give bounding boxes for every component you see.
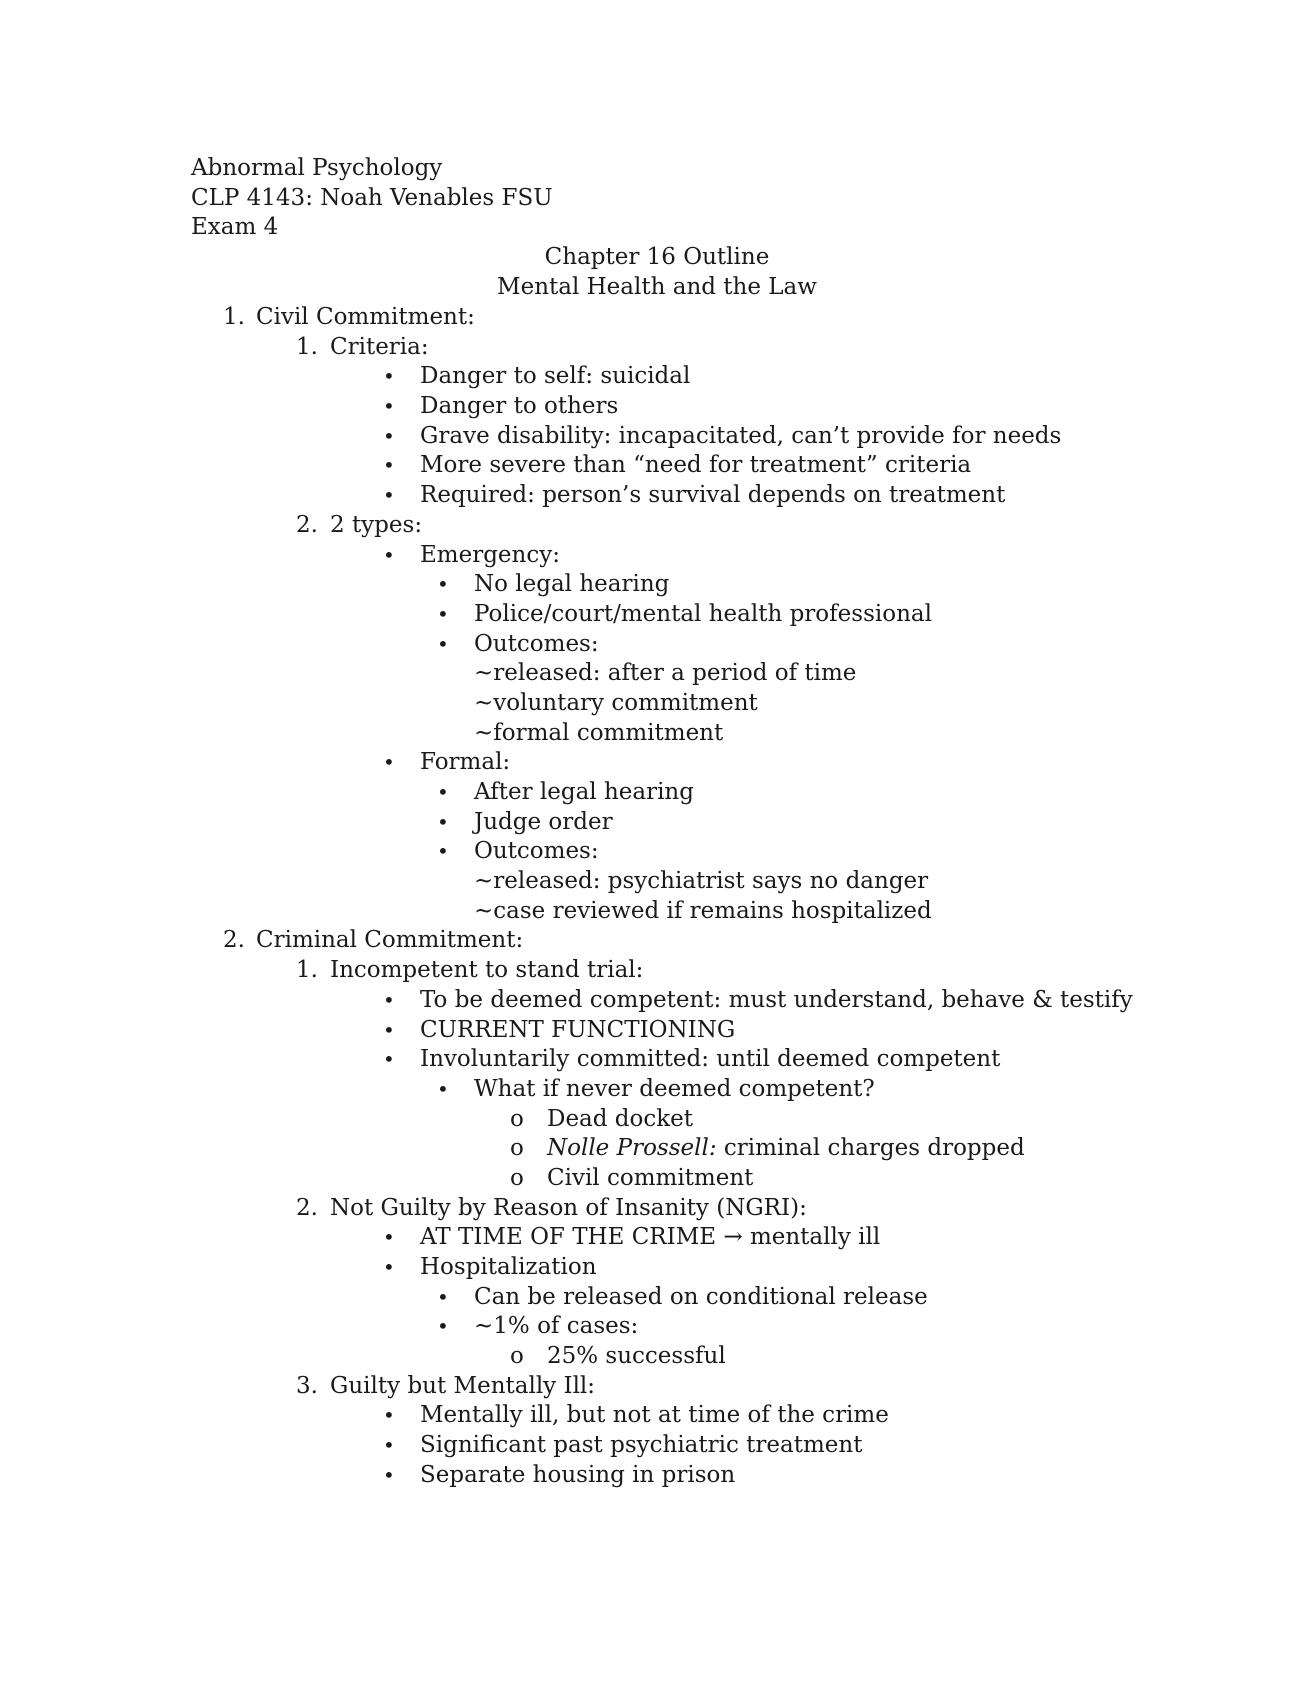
- list-item: [0, 1312, 1306, 1342]
- list-item-text: Danger to others: [420, 393, 619, 420]
- list-item-text: Required: person’s survival depends on treatment: [420, 482, 1006, 509]
- list-item-text: Separate housing in prison: [420, 1461, 736, 1488]
- list-item-text: More severe than “need for treatment” criteria: [420, 452, 972, 479]
- chapter-subject: Mental Health and the Law: [497, 273, 817, 300]
- chapter-titles: [0, 243, 1306, 302]
- subsection-number: 2.: [296, 1194, 318, 1221]
- circle-bullet-marker: o: [510, 1343, 524, 1370]
- list-item: [0, 422, 1306, 452]
- list-item: [0, 570, 1306, 600]
- list-item: [0, 481, 1306, 511]
- bullet-marker: •: [383, 542, 395, 567]
- outcome-line: [0, 659, 1306, 689]
- list-item: [0, 1045, 1306, 1075]
- bullet-marker: •: [383, 1462, 395, 1487]
- bullet-marker: •: [437, 1314, 449, 1339]
- legal-term-description: criminal charges dropped: [716, 1135, 1025, 1162]
- chapter-title: Chapter 16 Outline: [544, 244, 770, 270]
- bullet-marker: •: [383, 1047, 395, 1072]
- bullet-marker: •: [383, 1403, 395, 1428]
- course-code: CLP 4143: Noah Venables FSU: [191, 184, 553, 211]
- list-item: [0, 1253, 1306, 1283]
- list-item-text: AT TIME OF THE CRIME → mentally ill: [420, 1224, 881, 1251]
- list-item-text: Dead docket: [547, 1105, 694, 1132]
- list-item-text: What if never deemed competent?: [474, 1075, 875, 1102]
- section-label: Civil Commitment:: [256, 304, 475, 330]
- outcome-line: [0, 689, 1306, 719]
- list-item: [0, 630, 1306, 660]
- outcome-text: ~voluntary commitment: [474, 689, 758, 716]
- list-item: [0, 1164, 1306, 1194]
- bullet-marker: •: [383, 1255, 395, 1279]
- outline-subsection-criteria: [0, 333, 1306, 363]
- list-item-text: Judge order: [474, 808, 613, 835]
- list-item-text: After legal hearing: [474, 779, 694, 805]
- list-item-formal: [0, 748, 1306, 778]
- list-item-text: Mentally ill, but not at time of the crime: [420, 1402, 889, 1429]
- outcome-line: [0, 867, 1306, 897]
- outline-section-civil: [0, 303, 1306, 333]
- list-item-text: 25% successful: [547, 1343, 726, 1370]
- list-item-text: To be deemed competent: must understand, behave & testify: [420, 986, 1133, 1013]
- list-item-text: Outcomes:: [474, 838, 599, 865]
- outcome-line: [0, 719, 1306, 749]
- list-item: [0, 1134, 1306, 1164]
- list-item-text: Formal:: [420, 749, 511, 776]
- list-item-text: Involuntarily committed: until deemed competent: [420, 1046, 1001, 1073]
- subsection-label: 2 types:: [330, 511, 423, 538]
- list-item: [0, 392, 1306, 422]
- outline-subsection-types: [0, 511, 1306, 541]
- outline-subsection-incompetent: [0, 956, 1306, 986]
- course-title: Abnormal Psychology: [191, 155, 443, 181]
- list-item-text: Police/court/mental health professional: [474, 600, 932, 627]
- bullet-marker: •: [437, 839, 449, 864]
- bullet-marker: •: [437, 780, 449, 804]
- subsection-number: 1.: [296, 333, 318, 360]
- list-item: [0, 778, 1306, 808]
- subsection-number: 1.: [296, 957, 318, 984]
- bullet-marker: •: [437, 809, 449, 834]
- exam-label: Exam 4: [191, 214, 279, 241]
- section-number: 1.: [223, 304, 245, 330]
- list-item-text: Significant past psychiatric treatment: [420, 1432, 863, 1459]
- circle-bullet-marker: o: [510, 1164, 524, 1191]
- list-item-text: Emergency:: [420, 541, 560, 568]
- outcome-text: ~case reviewed if remains hospitalized: [474, 897, 932, 924]
- list-item: [0, 1461, 1306, 1491]
- section-number: 2.: [223, 927, 245, 954]
- list-item-emergency: [0, 541, 1306, 571]
- subsection-label: Guilty but Mentally Ill:: [330, 1372, 596, 1399]
- bullet-marker: •: [383, 1017, 395, 1042]
- circle-bullet-marker: o: [510, 1105, 524, 1132]
- bullet-marker: •: [383, 1433, 395, 1458]
- document-header: [191, 154, 553, 243]
- outcome-text: ~formal commitment: [474, 719, 724, 746]
- subsection-label: Criteria:: [330, 333, 429, 360]
- bullet-marker: •: [383, 453, 395, 478]
- list-item-text: CURRENT FUNCTIONING: [420, 1016, 736, 1043]
- list-item: [0, 1401, 1306, 1431]
- bullet-marker: •: [437, 631, 449, 656]
- outline: [0, 303, 1306, 1491]
- outcome-text: ~released: after a period of time: [474, 660, 857, 687]
- subsection-number: 3.: [296, 1372, 318, 1399]
- list-item: [0, 1016, 1306, 1046]
- list-item-text: ~1% of cases:: [474, 1313, 639, 1340]
- bullet-marker: •: [383, 483, 395, 508]
- list-item-text: Can be released on conditional release: [474, 1283, 928, 1310]
- subsection-label: Not Guilty by Reason of Insanity (NGRI):: [330, 1194, 807, 1221]
- list-item: [0, 1431, 1306, 1461]
- outcome-text: ~released: psychiatrist says no danger: [474, 868, 929, 895]
- bullet-marker: •: [437, 1076, 449, 1101]
- list-item-text: No legal hearing: [474, 571, 670, 598]
- bullet-marker: •: [383, 1225, 395, 1250]
- list-item: [0, 1223, 1306, 1253]
- list-item: [0, 600, 1306, 630]
- list-item-text: Danger to self: suicidal: [420, 363, 691, 390]
- list-item: [0, 1105, 1306, 1135]
- legal-term: Nolle Prossell:: [547, 1135, 717, 1162]
- list-item: [0, 1342, 1306, 1372]
- section-label: Criminal Commitment:: [256, 927, 524, 954]
- list-item-text: Grave disability: incapacitated, can’t provide for needs: [420, 422, 1062, 449]
- bullet-marker: •: [383, 423, 395, 448]
- subsection-label: Incompetent to stand trial:: [330, 957, 644, 984]
- list-item: [0, 808, 1306, 838]
- circle-bullet-marker: o: [510, 1135, 524, 1162]
- bullet-marker: •: [383, 750, 395, 775]
- bullet-marker: •: [437, 601, 449, 626]
- bullet-marker: •: [383, 394, 395, 419]
- list-item: [0, 837, 1306, 867]
- list-item-text: Civil commitment: [547, 1164, 754, 1191]
- list-item-text: Outcomes:: [474, 630, 599, 657]
- subsection-number: 2.: [296, 511, 318, 538]
- list-item-text: [547, 1134, 1025, 1164]
- list-item: [0, 1075, 1306, 1105]
- list-item: [0, 1283, 1306, 1313]
- list-item: [0, 362, 1306, 392]
- outline-subsection-ngri: [0, 1194, 1306, 1224]
- bullet-marker: •: [437, 1284, 449, 1309]
- list-item-text: Hospitalization: [420, 1254, 597, 1280]
- outcome-line: [0, 897, 1306, 927]
- bullet-marker: •: [383, 987, 395, 1012]
- outline-subsection-gbmi: [0, 1372, 1306, 1402]
- list-item: [0, 986, 1306, 1016]
- list-item: [0, 451, 1306, 481]
- bullet-marker: •: [437, 572, 449, 597]
- outline-section-criminal: [0, 926, 1306, 956]
- bullet-marker: •: [383, 364, 395, 389]
